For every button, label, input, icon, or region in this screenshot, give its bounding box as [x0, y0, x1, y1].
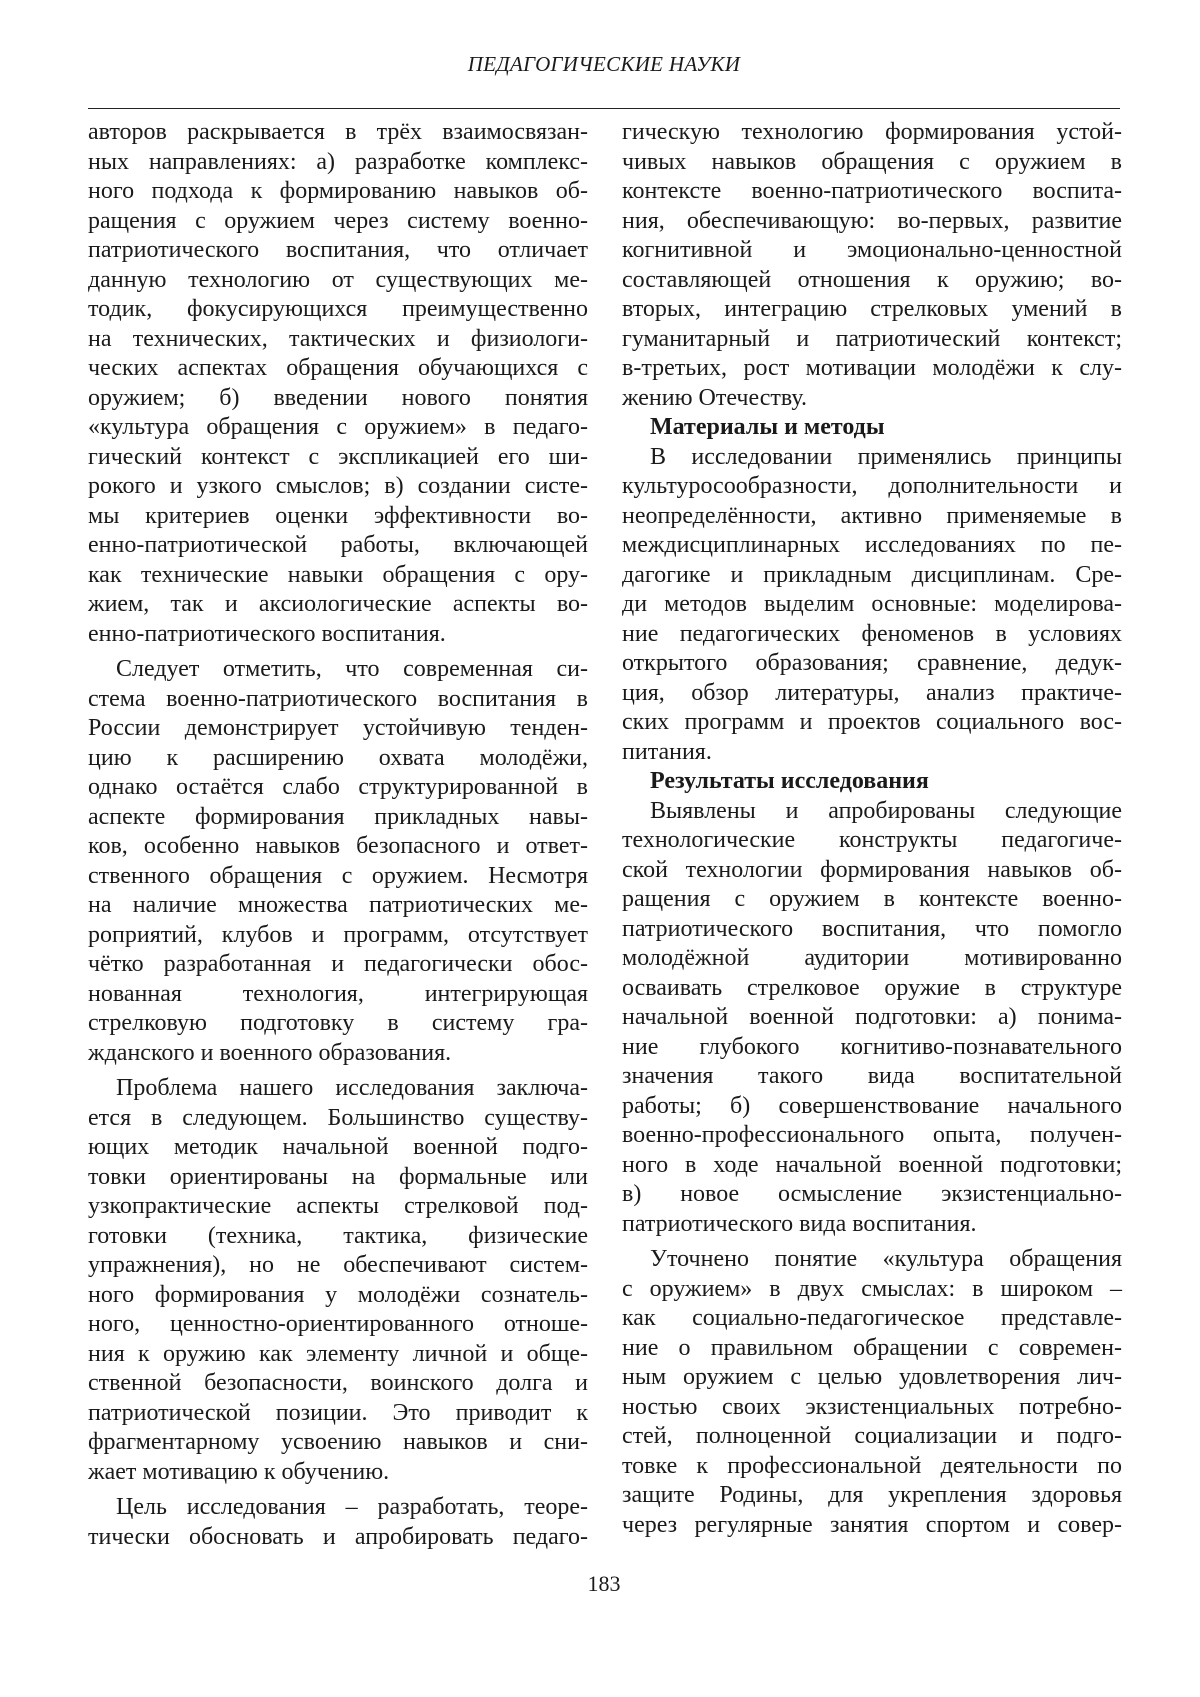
text-line: культуросообразности, дополнительности и — [622, 473, 1122, 499]
text-line: технологические конструкты педагогиче- — [622, 827, 1122, 853]
text-line: Цель исследования – разработать, теоре- — [116, 1494, 588, 1520]
text-line: как социально-педагогическое представле- — [622, 1305, 1122, 1331]
text-line: через регулярные занятия спортом и совер- — [622, 1511, 1122, 1538]
text-line: ного подхода к формированию навыков об- — [88, 178, 588, 204]
text-line: ческих аспектах обращения обучающихся с — [88, 355, 588, 381]
text-line: ного в ходе начальной военной подготовки; — [622, 1151, 1122, 1178]
text-line: патриотического воспитания, что отличает — [88, 237, 588, 263]
section-heading: Материалы и методы — [650, 414, 885, 440]
text-line: енно-патриотического воспитания. — [88, 620, 446, 647]
text-line: стрелковую подготовку в систему гра- — [88, 1010, 588, 1036]
text-line: военно-профессионального опыта, получен- — [622, 1122, 1122, 1148]
text-line: патриотического вида воспитания. — [622, 1210, 977, 1237]
text-line: ственной безопасности, воинского долга и — [88, 1370, 588, 1396]
text-line: данную технологию от существующих ме- — [88, 266, 588, 293]
text-line: открытого образования; сравнение, дедук- — [622, 650, 1122, 676]
text-line: междисциплинарных исследованиях по пе- — [622, 532, 1122, 558]
text-line: жает мотивацию к обучению. — [88, 1458, 390, 1485]
text-line: Следует отметить, что современная си- — [116, 656, 588, 682]
text-line: ным оружием с целью удовлетворения лич- — [622, 1364, 1122, 1390]
text-line: товки ориентированы на формальные или — [88, 1163, 588, 1190]
text-line: ция, обзор литературы, анализ практиче- — [622, 679, 1122, 706]
right-column — [622, 118, 1122, 1540]
text-line: в) новое осмысление экзистенциально- — [622, 1181, 1122, 1207]
text-line: жием, так и аксиологические аспекты во- — [88, 591, 588, 617]
page-number: 183 — [587, 1571, 621, 1596]
text-line: ди методов выделим основные: моделирова- — [622, 591, 1122, 617]
text-line: чётко разработанная и педагогически обос- — [88, 951, 588, 977]
text-line: цию к расширению охвата молодёжи, — [88, 744, 588, 771]
text-line: неопределённости, активно применяемые в — [622, 502, 1122, 529]
text-line: авторов раскрывается в трёх взаимосвязан- — [88, 119, 588, 145]
text-line: тодик, фокусирующихся преимущественно — [88, 296, 588, 322]
text-line: России демонстрирует устойчивую тенден- — [88, 715, 588, 741]
text-line: в-третьих, рост мотивации молодёжи к слу- — [622, 355, 1122, 381]
text-line: ращения с оружием через систему военно- — [88, 207, 588, 234]
text-line: жению Отечеству. — [622, 384, 807, 411]
left-column — [88, 118, 588, 1552]
text-line: ния, обеспечивающую: во-первых, развитие — [622, 207, 1122, 234]
text-line: ного, ценностно-ориентированного отноше- — [88, 1311, 588, 1337]
text-line: когнитивной и эмоционально-ценностной — [622, 237, 1122, 263]
text-line: рокого и узкого смыслов; в) создании систе- — [88, 473, 588, 499]
text-line: аспекте формирования прикладных навы- — [88, 803, 588, 830]
text-line: ется в следующем. Большинство существу- — [88, 1104, 588, 1131]
text-line: чивых навыков обращения с оружием в — [622, 148, 1122, 175]
text-line: как технические навыки обращения с ору- — [88, 561, 588, 588]
text-line: фрагментарному усвоению навыков и сни- — [88, 1429, 588, 1455]
text-line: однако остаётся слабо структурированной в — [88, 774, 588, 800]
text-line: стей, полноценной социализации и подго- — [622, 1423, 1122, 1449]
text-line: дагогике и прикладным дисциплинам. Сре- — [622, 561, 1122, 588]
text-line: гическую технологию формирования устой- — [622, 119, 1122, 145]
text-line: вторых, интеграцию стрелковых умений в — [622, 296, 1122, 322]
text-line: Проблема нашего исследования заключа- — [116, 1075, 588, 1101]
text-line: ных направлениях: а) разработке комплекс- — [88, 148, 588, 175]
text-line: с оружием» в двух смыслах: в широком – — [622, 1275, 1122, 1302]
text-line: защите Родины, для укрепления здоровья — [622, 1482, 1122, 1508]
text-line: питания. — [622, 738, 712, 765]
text-line: ков, особенно навыков безопасного и ответ- — [88, 833, 588, 859]
section-heading: Результаты исследования — [650, 768, 929, 794]
text-line: ного формирования у молодёжи сознатель- — [88, 1281, 588, 1308]
text-line: оружием; б) введении нового понятия — [88, 384, 588, 411]
text-line: ращения с оружием в контексте военно- — [622, 886, 1122, 912]
text-line: енно-патриотической работы, включающей — [88, 532, 588, 558]
text-line: патриотического воспитания, что помогло — [622, 915, 1122, 942]
text-line: жданского и военного образования. — [88, 1039, 452, 1066]
text-line: мы критериев оценки эффективности во- — [88, 502, 588, 529]
text-line: ностью своих экзистенциальных потребно- — [622, 1393, 1122, 1420]
text-line: гуманитарный и патриотический контекст; — [622, 325, 1122, 352]
text-line: молодёжной аудитории мотивированно — [622, 945, 1122, 971]
text-line: патриотической позиции. Это приводит к — [88, 1399, 588, 1426]
text-line: на технических, тактических и физиологи- — [88, 325, 588, 352]
text-line: гический контекст с экспликацией его ши- — [88, 443, 588, 470]
text-line: ской технологии формирования навыков об- — [622, 856, 1122, 883]
text-line: нованная технология, интегрирующая — [88, 980, 588, 1007]
text-line: стема военно-патриотического воспитания в — [88, 685, 588, 712]
text-line: ющих методик начальной военной подго- — [88, 1134, 588, 1160]
header-rule — [88, 108, 1120, 109]
text-line: Выявлены и апробированы следующие — [650, 797, 1122, 824]
text-line: Уточнено понятие «культура обращения — [650, 1246, 1122, 1272]
text-line: ственного обращения с оружием. Несмотря — [88, 862, 588, 889]
text-line: тически обосновать и апробировать педаго- — [88, 1523, 588, 1550]
text-line: роприятий, клубов и программ, отсутствует — [88, 921, 588, 948]
text-line: контексте военно-патриотического воспита- — [622, 178, 1122, 204]
text-line: значения такого вида воспитательной — [622, 1063, 1122, 1089]
text-line: составляющей отношения к оружию; во- — [622, 266, 1122, 293]
text-line: «культура обращения с оружием» в педаго- — [88, 414, 588, 440]
text-line: ских программ и проектов социального вос- — [622, 709, 1122, 735]
text-line: ние глубокого когнитиво-познавательного — [622, 1033, 1122, 1060]
text-line: осваивать стрелковое оружие в структуре — [622, 974, 1122, 1001]
text-line: готовки (техника, тактика, физические — [88, 1222, 588, 1249]
text-line: ния к оружию как элементу личной и обще- — [88, 1340, 588, 1367]
text-line: В исследовании применялись принципы — [650, 443, 1122, 470]
running-header: ПЕДАГОГИЧЕСКИЕ НАУКИ — [467, 52, 741, 76]
text-line: узкопрактические аспекты стрелковой под- — [88, 1193, 588, 1219]
text-line: упражнения), но не обеспечивают систем- — [88, 1252, 588, 1278]
text-line: работы; б) совершенствование начального — [622, 1092, 1122, 1119]
text-line: ние педагогических феноменов в условиях — [622, 620, 1122, 647]
text-line: ние о правильном обращении с современ- — [622, 1334, 1122, 1361]
text-line: на наличие множества патриотических ме- — [88, 892, 588, 918]
text-line: начальной военной подготовки: а) понима- — [622, 1004, 1122, 1030]
text-line: товке к профессиональной деятельности по — [622, 1452, 1122, 1479]
